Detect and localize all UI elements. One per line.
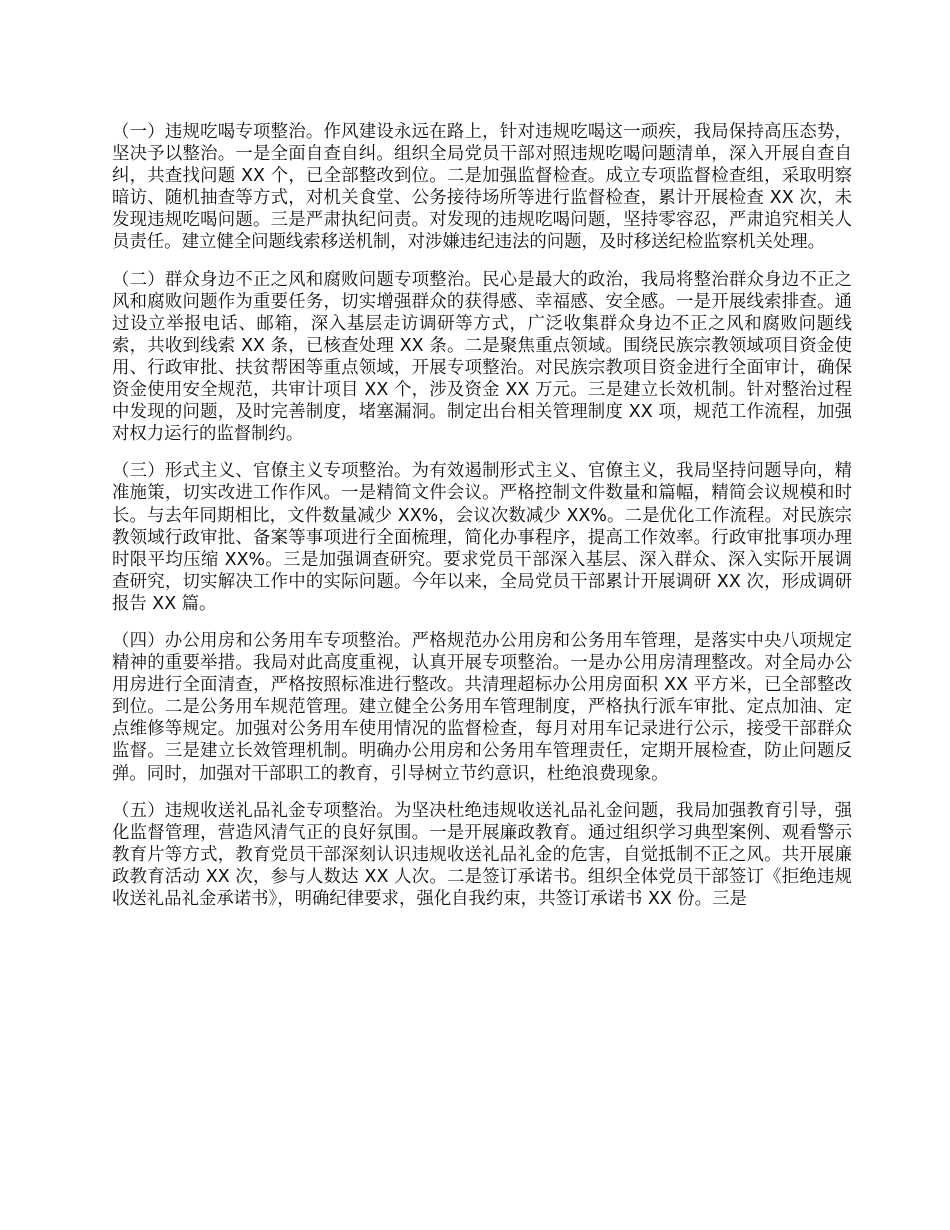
paragraph-2-grassroots-corruption: （二）群众身边不正之风和腐败问题专项整治。民心是最大的政治，我局将整治群众身边不正之风和腐败问题作为重要任务，切实增强群众的获得感、幸福感、安全感。一是开展线索排查。通过设立举报电话、邮箱，深入基层走访调研等方式，广泛收集群众身边不正之风和腐败问题线索，共收到线索 XX 条，已核查处理 XX 条。二是聚焦重点领域。围绕民族宗教领域项目资金使用、行政审批、扶贫帮困等重点领域，开展专项整治。对民族宗教项目资金进行全面审计，确保资金使用安全规范，共审计项目 XX 个，涉及资金 XX 万元。三是建立长效机制。针对整治过程中发现的问题，及时完善制度，堵塞漏洞。制定出台相关管理制度 XX 项，规范工作流程，加强对权力运行的监督制约。 <box>112 269 852 445</box>
paragraph-5-gifts-money: （五）违规收送礼品礼金专项整治。为坚决杜绝违规收送礼品礼金问题，我局加强教育引导，强化监督管理，营造风清气正的良好氛围。一是开展廉政教育。通过组织学习典型案例、观看警示教育片等方式，教育党员干部深刻认识违规收送礼品礼金的危害，自觉抵制不正之风。共开展廉政教育活动 XX 次，参与人数达 XX 人次。二是签订承诺书。组织全体党员干部签订《拒绝违规收送礼品礼金承诺书》，明确纪律要求，强化自我约束，共签订承诺书 XX 份。三是 <box>112 800 852 909</box>
paragraph-1-banquet-rectification: （一）违规吃喝专项整治。作风建设永远在路上，针对违规吃喝这一顽疾，我局保持高压态势，坚决予以整治。一是全面自查自纠。组织全局党员干部对照违规吃喝问题清单，深入开展自查自纠，共查找问题 XX 个，已全部整改到位。二是加强监督检查。成立专项监督检查组，采取明察暗访、随机抽查等方式，对机关食堂、公务接待场所等进行监督检查，累计开展检查 XX 次，未发现违规吃喝问题。三是严肃执纪问责。对发现的违规吃喝问题，坚持零容忍，严肃追究相关人员责任。建立健全问题线索移送机制，对涉嫌违纪违法的问题，及时移送纪检监察机关处理。 <box>112 122 852 253</box>
document-body <box>112 121 852 925</box>
paragraph-4-office-space-vehicles: （四）办公用房和公务用车专项整治。严格规范办公用房和公务用车管理，是落实中央八项规定精神的重要举措。我局对此高度重视，认真开展专项整治。一是办公用房清理整改。对全局办公用房进行全面清查，严格按照标准进行整改。共清理超标办公用房面积 XX 平方米，已全部整改到位。二是公务用车规范管理。建立健全公务用车管理制度，严格执行派车审批、定点加油、定点维修等规定。加强对公务用车使用情况的监督检查，每月对用车记录进行公示，接受干部群众监督。三是建立长效管理机制。明确办公用房和公务用车管理责任，定期开展检查，防止问题反弹。同时，加强对干部职工的教育，引导树立节约意识，杜绝浪费现象。 <box>112 630 852 784</box>
paragraph-3-formalism-bureaucratism: （三）形式主义、官僚主义专项整治。为有效遏制形式主义、官僚主义，我局坚持问题导向，精准施策，切实改进工作作风。一是精简文件会议。严格控制文件数量和篇幅，精简会议规模和时长。与去年同期相比，文件数量减少 XX%，会议次数减少 XX%。二是优化工作流程。对民族宗教领域行政审批、备案等事项进行全面梳理，简化办事程序，提高工作效率。行政审批事项办理时限平均压缩 XX%。三是加强调查研究。要求党员干部深入基层、深入群众、深入实际开展调查研究，切实解决工作中的实际问题。今年以来，全局党员干部累计开展调研 XX 次，形成调研报告 XX 篇。 <box>112 461 852 614</box>
